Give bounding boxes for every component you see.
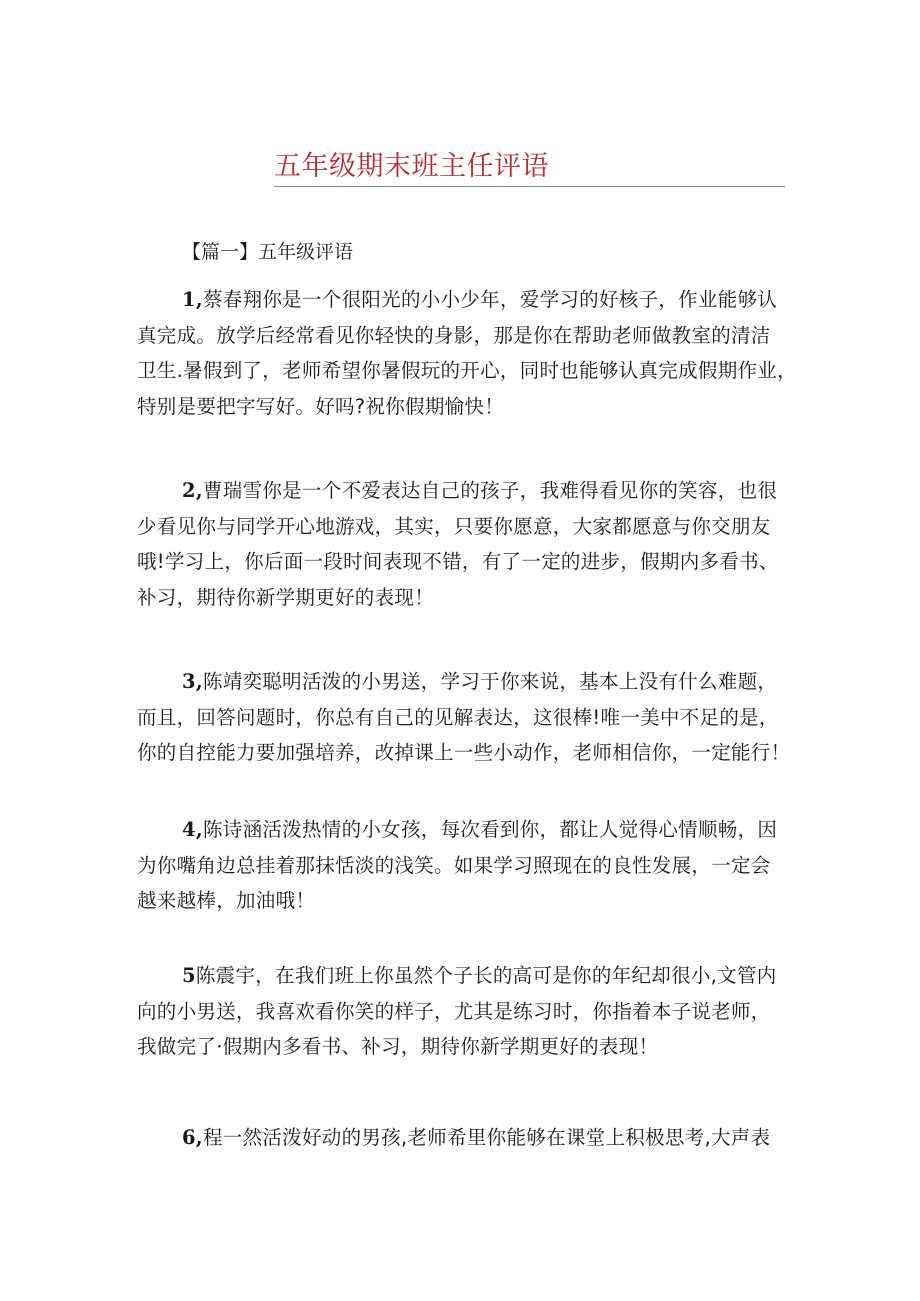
paragraph-line (137, 282, 797, 318)
paragraph-number: 1, (182, 288, 203, 311)
section-heading: 【篇一】五年级评语 (182, 241, 354, 263)
paragraph-text: 蔡春翔你是一个很阳光的小小少年，爱学习的好核子，作业能够认 (202, 288, 778, 311)
paragraph-4 (137, 812, 797, 919)
paragraph-line: 哦!学习上，你后面一段时间表现不错，有了一定的进步，假期内多看书、 (137, 550, 779, 573)
paragraph-5 (137, 958, 797, 1065)
paragraph-text: 曹瑞雪你是一个不爱表达自己的孩子，我难得看见你的笑容，也很 (202, 479, 778, 502)
document-title: 五年级期末班主任评语 (274, 151, 549, 182)
paragraph-line: 你的自控能力要加强培养，改掉课上一些小动作，老师相信你，一定能行！ (137, 741, 791, 764)
paragraph-line: 越来越棒，加油哦！ (137, 889, 316, 912)
paragraph-line: 为你嘴角边总挂着那抹恬淡的浅笑。如果学习照现在的良性发展，一定会 (137, 853, 771, 877)
paragraph-number: 5 (182, 964, 196, 987)
paragraph-text: 陈靖奕聪明活泼的小男送，学习于你来说，基本上没有什么难题， (202, 670, 778, 693)
paragraph-2 (137, 473, 797, 615)
paragraph-line: 卫生.暑假到了，老师希望你暑假玩的开心，同时也能够认真完成假期作业， (137, 359, 797, 382)
paragraph-line (137, 958, 797, 994)
title-underline (274, 186, 785, 187)
paragraph-text: 陈震宇，在我们班上你虽然个子长的高可是你的年纪却很小,文管内 (195, 964, 777, 987)
paragraph-number: 6, (182, 1126, 203, 1149)
paragraph-line: 特别是要把字写好。好吗?祝你假期愉快！ (137, 394, 505, 418)
paragraph-3 (137, 664, 797, 771)
paragraph-number: 3, (182, 670, 203, 693)
paragraph-number: 2, (182, 479, 203, 502)
paragraph-line: 向的小男送，我喜欢看你笑的样子，尤其是练习时，你指着本子说老师， (137, 999, 771, 1023)
paragraph-number: 4, (182, 818, 203, 841)
paragraph-line (137, 812, 797, 848)
paragraph-line: 少看见你与同学开心地游戏，其实，只要你愿意，大家都愿意与你交朋友 (137, 514, 771, 538)
paragraph-line (137, 664, 797, 700)
paragraph-line: 真完成。放学后经常看见你轻快的身影，那是你在帮助老师做教室的清洁 (137, 323, 771, 347)
paragraph-line (137, 473, 797, 509)
paragraph-line: 而且，回答问题时，你总有自己的见解表达，这很棒!唯一美中不足的是， (137, 705, 779, 729)
paragraph-line (137, 1120, 797, 1156)
paragraph-text: 程一然活泼好动的男孩,老师希里你能够在课堂上积极思考,大声表 (202, 1126, 771, 1149)
paragraph-line: 补习，期待你新学期更好的表现！ (137, 585, 435, 609)
paragraph-line: 我做完了·假期内多看书、补习，期待你新学期更好的表现！ (137, 1035, 659, 1058)
paragraph-text: 陈诗涵活泼热情的小女孩，每次看到你，都让人觉得心情顺畅，因 (202, 818, 778, 841)
paragraph-1 (137, 282, 797, 424)
paragraph-6 (137, 1120, 797, 1156)
